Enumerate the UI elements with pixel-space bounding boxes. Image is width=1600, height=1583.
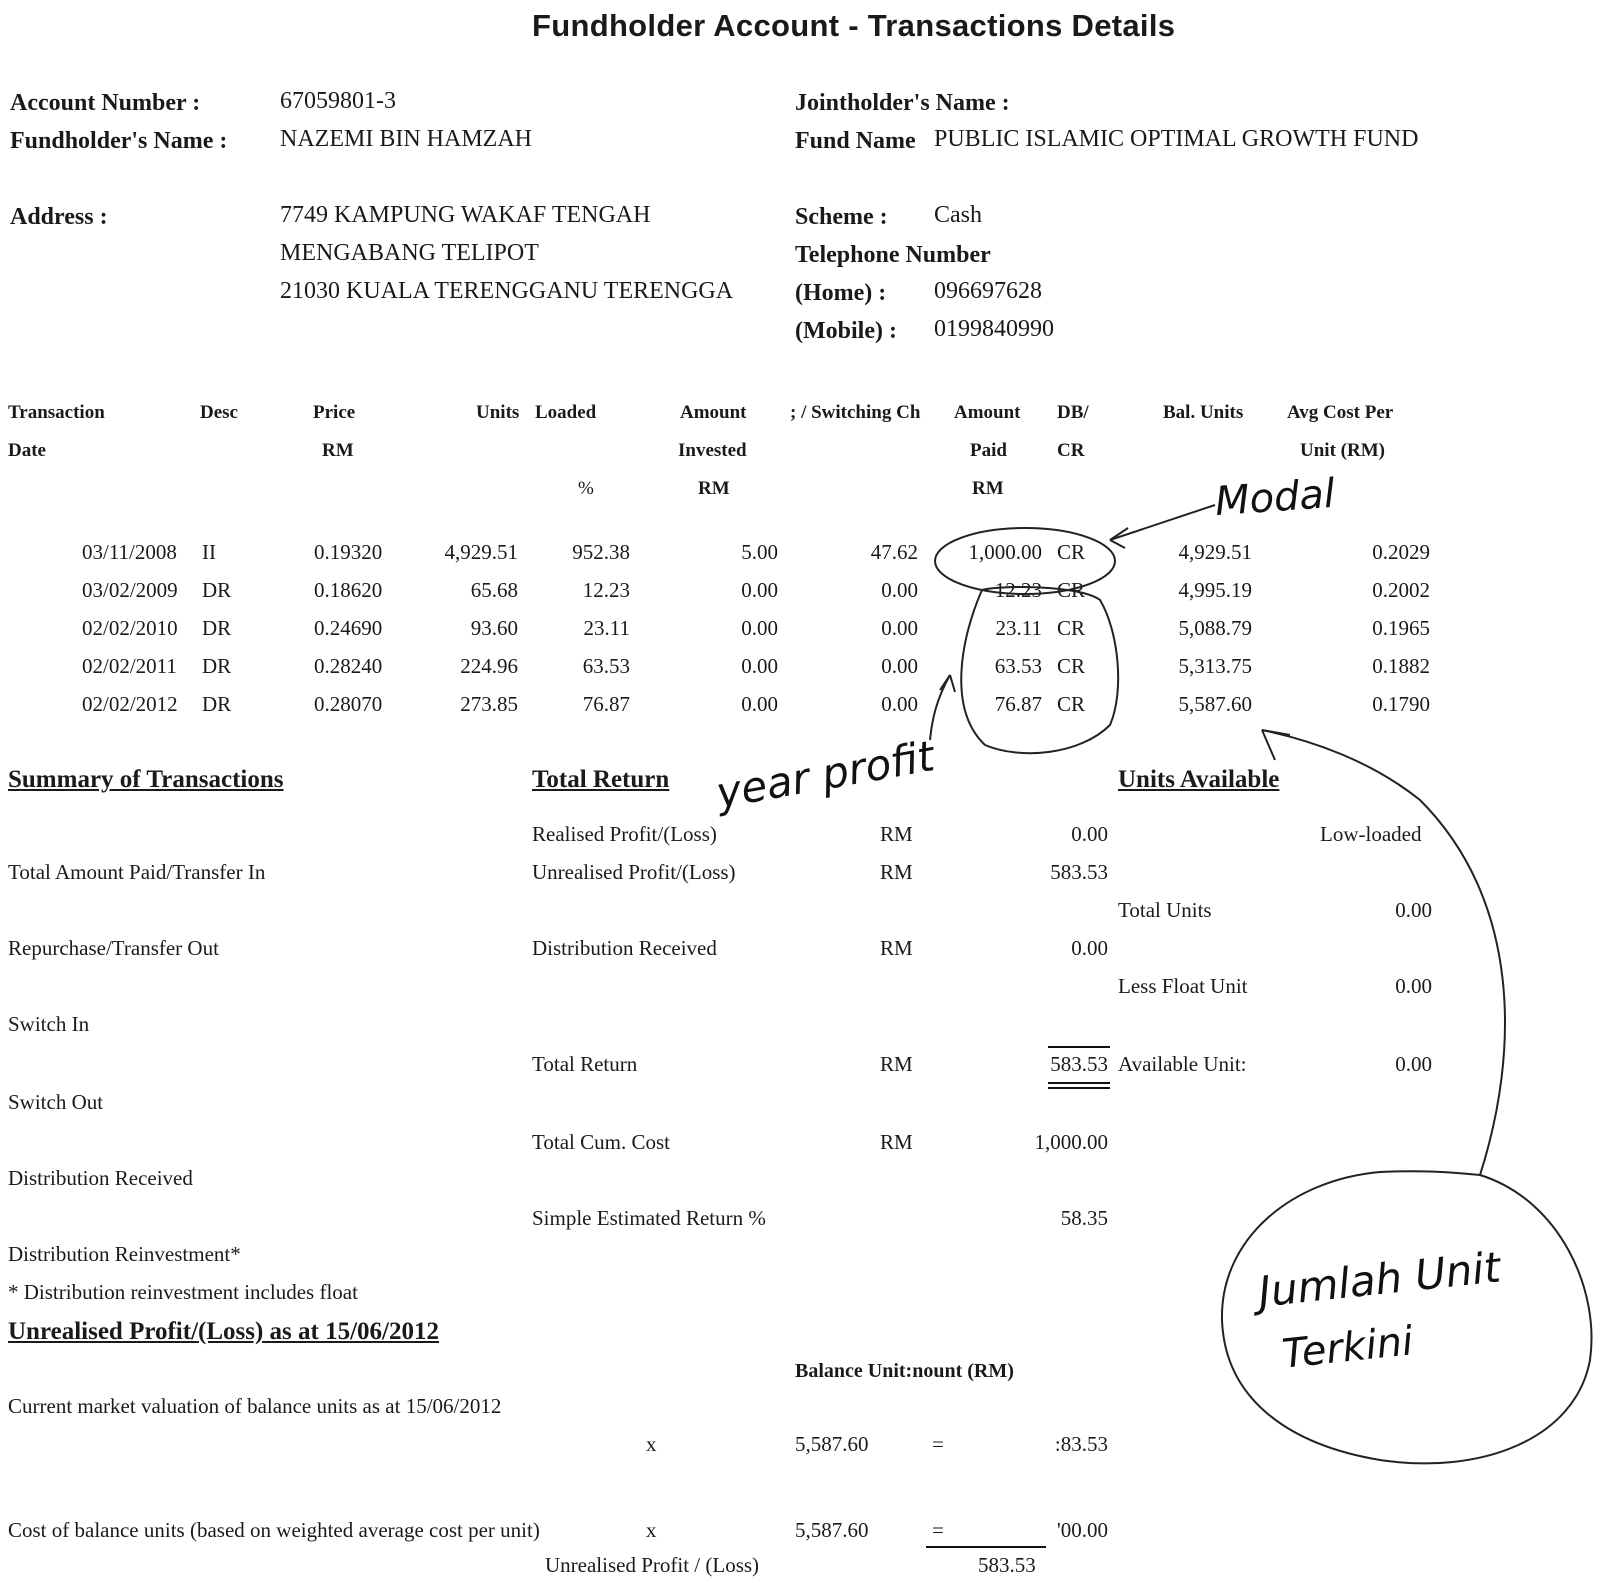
cell-dbcr: CR bbox=[1057, 616, 1086, 640]
col-header-invested: Invested bbox=[678, 440, 747, 461]
fund-name-label: Fund Name bbox=[795, 128, 916, 154]
total-return-heading: Total Return bbox=[532, 766, 670, 793]
equals-sign: = bbox=[932, 1432, 944, 1456]
cell-bal-units: 4,929.51 bbox=[1178, 540, 1252, 564]
unrealised-heading: Unrealised Profit/(Loss) as at 15/06/2012 bbox=[8, 1318, 440, 1345]
summary-footnote: * Distribution reinvestment includes float bbox=[8, 1280, 358, 1304]
account-number-label: Account Number : bbox=[10, 90, 201, 116]
cell-switching: 0.00 bbox=[881, 692, 918, 716]
home-phone-label: (Home) : bbox=[795, 280, 887, 306]
col-header-bal-units: Bal. Units bbox=[1163, 402, 1244, 423]
cell-date: 02/02/2012 bbox=[82, 692, 178, 716]
cell-date: 02/02/2011 bbox=[82, 654, 177, 678]
handwritten-terkini: Terkini bbox=[1279, 1318, 1416, 1378]
balance-unit-header: Balance Unit:nount (RM) bbox=[795, 1360, 1014, 1382]
cell-date: 03/02/2009 bbox=[82, 578, 178, 602]
summary-heading: Summary of Transactions bbox=[8, 766, 284, 793]
cell-dbcr: CR bbox=[1057, 692, 1086, 716]
summary-item: Total Amount Paid/Transfer In bbox=[8, 860, 266, 884]
cell-bal-units: 5,313.75 bbox=[1178, 654, 1252, 678]
col-header-units: Units bbox=[476, 402, 520, 423]
col-header-loaded: Loaded bbox=[535, 402, 597, 423]
address-line-2: MENGABANG TELIPOT bbox=[280, 240, 539, 266]
cell-units: 273.85 bbox=[460, 692, 518, 716]
cell-switching: 0.00 bbox=[881, 654, 918, 678]
summary-item: Distribution Received bbox=[8, 1166, 193, 1190]
cell-switching: 0.00 bbox=[881, 578, 918, 602]
col-header-transaction: Transaction bbox=[8, 402, 105, 423]
col-header-amount: Amount bbox=[680, 402, 747, 423]
account-number: 67059801-3 bbox=[280, 88, 396, 114]
col-header-pct: % bbox=[578, 478, 594, 499]
cost-amount: '00.00 bbox=[1056, 1518, 1108, 1542]
cum-cost-value: 1,000.00 bbox=[1034, 1130, 1108, 1154]
jumlah-circle bbox=[1222, 1171, 1592, 1463]
cell-invested: 0.00 bbox=[741, 692, 778, 716]
unrealised-profit-label: Unrealised Profit / (Loss) bbox=[545, 1553, 760, 1577]
cell-bal-units: 5,088.79 bbox=[1178, 616, 1252, 640]
cell-switching: 47.62 bbox=[870, 540, 918, 564]
col-header-price: Price bbox=[313, 402, 356, 423]
unrealised-label: Unrealised Profit/(Loss) bbox=[532, 860, 736, 884]
cell-desc: DR bbox=[202, 578, 232, 602]
cell-paid: 63.53 bbox=[994, 654, 1042, 678]
available-units-value: 0.00 bbox=[1395, 1052, 1432, 1076]
col-header-cr: CR bbox=[1057, 440, 1085, 461]
scheme-label: Scheme : bbox=[795, 204, 888, 230]
cell-price: 0.24690 bbox=[314, 616, 383, 640]
telephone-label: Telephone Number bbox=[795, 242, 991, 268]
cell-avg-cost: 0.1790 bbox=[1372, 692, 1430, 716]
cell-bal-units: 4,995.19 bbox=[1178, 578, 1252, 602]
address-label: Address : bbox=[10, 204, 108, 230]
cell-loaded: 23.11 bbox=[583, 616, 630, 640]
cell-paid: 12.23 bbox=[994, 578, 1042, 602]
jointholder-label: Jointholder's Name : bbox=[795, 90, 1010, 116]
less-float-value: 0.00 bbox=[1395, 974, 1432, 998]
cell-price: 0.28240 bbox=[314, 654, 383, 678]
currency: RM bbox=[880, 822, 913, 846]
total-return-label: Total Return bbox=[532, 1052, 638, 1076]
summary-item: Switch In bbox=[8, 1012, 90, 1036]
cell-dbcr: CR bbox=[1057, 654, 1086, 678]
cell-invested: 0.00 bbox=[741, 578, 778, 602]
mobile-phone: 0199840990 bbox=[934, 316, 1054, 342]
cost-units: 5,587.60 bbox=[795, 1518, 869, 1542]
currency: RM bbox=[880, 860, 913, 884]
total-units-label: Total Units bbox=[1118, 898, 1212, 922]
cell-desc: DR bbox=[202, 692, 232, 716]
cell-price: 0.19320 bbox=[314, 540, 383, 564]
modal-circle bbox=[935, 528, 1115, 594]
col-header-invested-unit: RM bbox=[698, 478, 730, 499]
cost-balance-label: Cost of balance units (based on weighted average cost per unit) bbox=[8, 1518, 540, 1542]
unrealised-profit-value: 583.53 bbox=[978, 1553, 1036, 1577]
unrealised-value: 583.53 bbox=[1050, 860, 1108, 884]
modal-arrow bbox=[1110, 505, 1215, 540]
currency: RM bbox=[880, 1052, 913, 1076]
cell-units: 93.60 bbox=[470, 616, 518, 640]
cell-units: 4,929.51 bbox=[444, 540, 518, 564]
cell-bal-units: 5,587.60 bbox=[1178, 692, 1252, 716]
home-phone: 096697628 bbox=[934, 278, 1042, 304]
units-available-heading: Units Available bbox=[1118, 766, 1280, 793]
col-header-date: Date bbox=[8, 440, 46, 461]
currency: RM bbox=[880, 1130, 913, 1154]
cell-price: 0.18620 bbox=[314, 578, 383, 602]
col-header-switching: ; / Switching Ch bbox=[790, 402, 921, 423]
fund-name: PUBLIC ISLAMIC OPTIMAL GROWTH FUND bbox=[934, 126, 1419, 152]
cell-paid: 23.11 bbox=[995, 616, 1042, 640]
address-line-1: 7749 KAMPUNG WAKAF TENGAH bbox=[280, 202, 651, 228]
col-header-amount-paid: Amount bbox=[954, 402, 1021, 423]
profit-circle bbox=[961, 587, 1118, 753]
mobile-phone-label: (Mobile) : bbox=[795, 318, 897, 344]
fundholder-name-label: Fundholder's Name : bbox=[10, 128, 228, 154]
cell-avg-cost: 0.1965 bbox=[1372, 616, 1430, 640]
realised-label: Realised Profit/(Loss) bbox=[532, 822, 717, 846]
col-header-paid-unit: RM bbox=[972, 478, 1004, 499]
col-header-paid: Paid bbox=[970, 440, 1007, 461]
available-units-label: Available Unit: bbox=[1118, 1052, 1247, 1076]
multiply-sign: x bbox=[646, 1518, 657, 1542]
cell-loaded: 952.38 bbox=[572, 540, 630, 564]
total-return-value: 583.53 bbox=[1050, 1052, 1108, 1076]
cell-dbcr: CR bbox=[1057, 540, 1086, 564]
profit-arrow bbox=[930, 675, 950, 740]
cell-date: 03/11/2008 bbox=[82, 540, 177, 564]
col-header-unit-rm: Unit (RM) bbox=[1300, 440, 1385, 461]
market-valuation-label: Current market valuation of balance units as at 15/06/2012 bbox=[8, 1394, 502, 1418]
handwritten-jumlah-unit: Jumlah Unit bbox=[1256, 1242, 1503, 1317]
cell-desc: DR bbox=[202, 654, 232, 678]
fundholder-name: NAZEMI BIN HAMZAH bbox=[280, 126, 532, 152]
cell-desc: II bbox=[202, 540, 216, 564]
est-return-label: Simple Estimated Return % bbox=[532, 1206, 766, 1230]
cell-paid: 1,000.00 bbox=[968, 540, 1042, 564]
cell-switching: 0.00 bbox=[881, 616, 918, 640]
less-float-label: Less Float Unit bbox=[1118, 974, 1248, 998]
cell-loaded: 76.87 bbox=[582, 692, 630, 716]
distribution-value: 0.00 bbox=[1071, 936, 1108, 960]
scheme-value: Cash bbox=[934, 202, 982, 228]
cell-desc: DR bbox=[202, 616, 232, 640]
cell-units: 65.68 bbox=[470, 578, 518, 602]
handwritten-year-profit: year profit bbox=[712, 731, 938, 818]
col-header-db: DB/ bbox=[1057, 402, 1089, 423]
cell-invested: 5.00 bbox=[741, 540, 778, 564]
cell-units: 224.96 bbox=[460, 654, 518, 678]
col-header-desc: Desc bbox=[200, 402, 238, 423]
cell-loaded: 63.53 bbox=[582, 654, 630, 678]
cell-avg-cost: 0.2002 bbox=[1372, 578, 1430, 602]
low-loaded-label: Low-loaded bbox=[1320, 822, 1422, 846]
summary-item: Distribution Reinvestment* bbox=[8, 1242, 241, 1266]
currency: RM bbox=[880, 936, 913, 960]
col-header-avg-cost: Avg Cost Per bbox=[1287, 402, 1394, 423]
est-return-value: 58.35 bbox=[1060, 1206, 1108, 1230]
multiply-sign: x bbox=[646, 1432, 657, 1456]
address-line-3: 21030 KUALA TERENGGANU TERENGGA bbox=[280, 278, 734, 304]
handwritten-modal: Modal bbox=[1213, 470, 1337, 526]
cell-loaded: 12.23 bbox=[582, 578, 630, 602]
col-header-price-unit: RM bbox=[322, 440, 354, 461]
total-units-value: 0.00 bbox=[1395, 898, 1432, 922]
cell-invested: 0.00 bbox=[741, 616, 778, 640]
cell-avg-cost: 0.1882 bbox=[1372, 654, 1430, 678]
cell-price: 0.28070 bbox=[314, 692, 383, 716]
cell-dbcr: CR bbox=[1057, 578, 1086, 602]
cum-cost-label: Total Cum. Cost bbox=[532, 1130, 670, 1154]
jumlah-arrow bbox=[1262, 730, 1505, 1175]
page-title: Fundholder Account - Transactions Details bbox=[532, 8, 1176, 43]
distribution-label: Distribution Received bbox=[532, 936, 717, 960]
cell-avg-cost: 0.2029 bbox=[1372, 540, 1430, 564]
equals-sign: = bbox=[932, 1518, 944, 1542]
cell-invested: 0.00 bbox=[741, 654, 778, 678]
summary-item: Switch Out bbox=[8, 1090, 104, 1114]
market-amount: :83.53 bbox=[1054, 1432, 1108, 1456]
jumlah-arrowhead bbox=[1262, 730, 1290, 760]
cell-date: 02/02/2010 bbox=[82, 616, 178, 640]
summary-item: Repurchase/Transfer Out bbox=[8, 936, 219, 960]
cell-paid: 76.87 bbox=[994, 692, 1042, 716]
realised-value: 0.00 bbox=[1071, 822, 1108, 846]
market-units: 5,587.60 bbox=[795, 1432, 869, 1456]
